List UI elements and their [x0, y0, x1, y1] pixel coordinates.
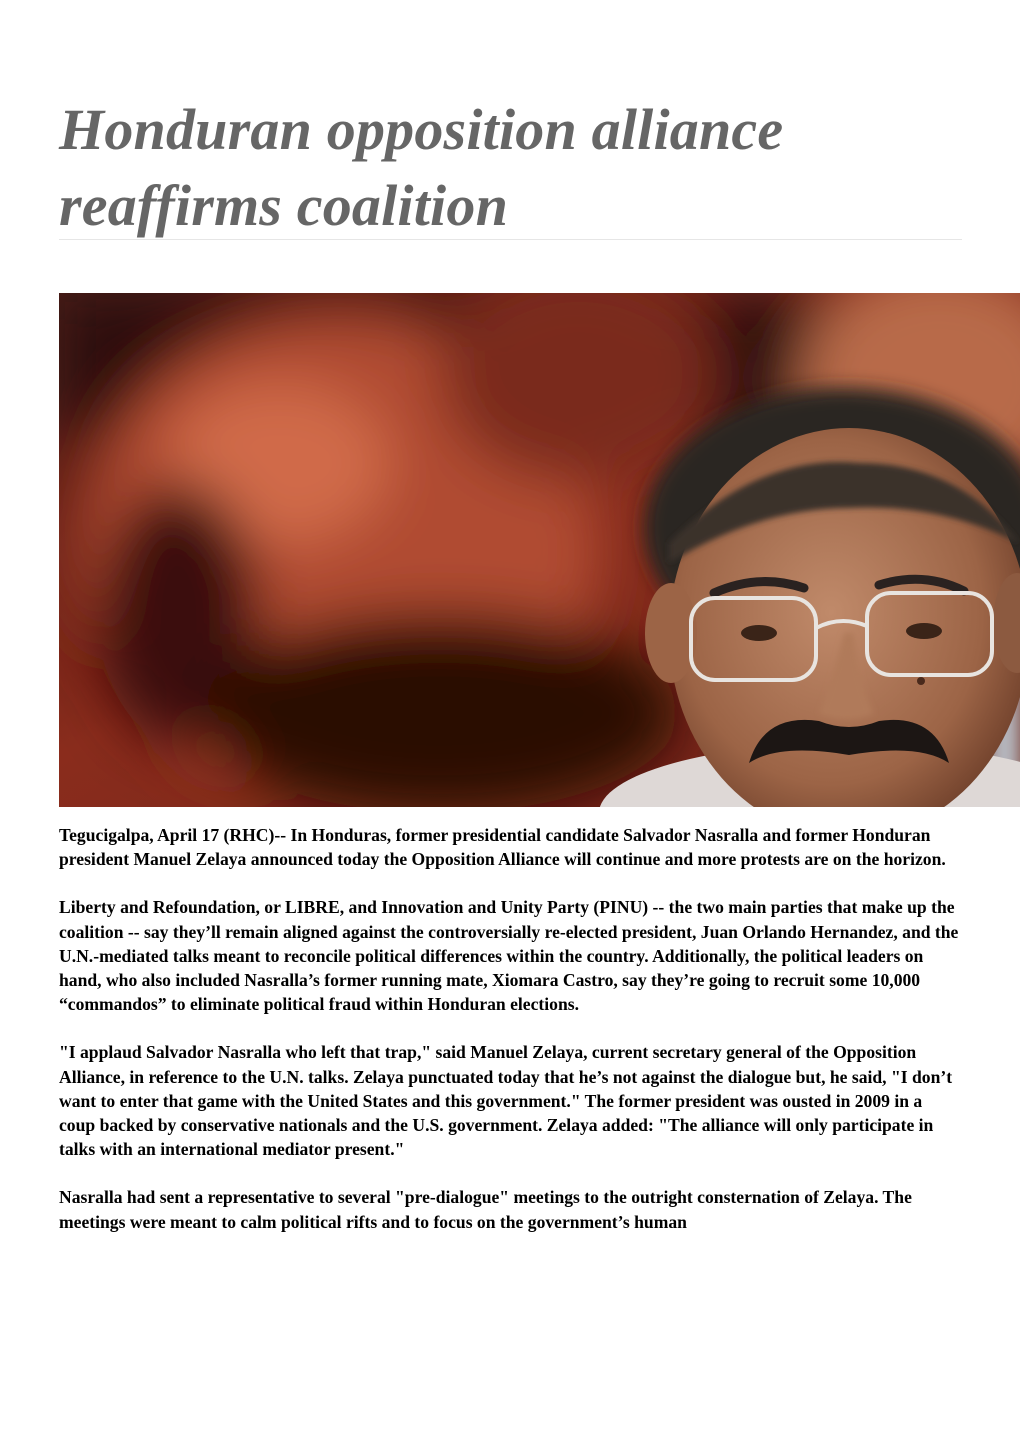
article-body [59, 823, 962, 1258]
article-headline: Honduran opposition alliance reaffirms coalition [59, 97, 784, 238]
headline-divider [59, 239, 962, 240]
article-paragraph: Liberty and Refoundation, or LIBRE, and Innovation and Unity Party (PINU) -- the two main parties that make up the coalition -- say they’ll remain aligned against the controversially re-elected president, Juan Orlando Hernandez, and the U.N.-mediated talks meant to reconcile political differences within the country. Additionally, the political leaders on hand, who also included Nasralla’s former running mate, Xiomara Castro, say they’re going to recruit some 10,000 “commandos” to eliminate political fraud within Honduran elections. [59, 897, 959, 1015]
article-paragraph: Tegucigalpa, April 17 (RHC)-- In Honduras, former presidential candidate Salvador Nasralla and former Honduran president Manuel Zelaya announced today the Opposition Alliance will continue and more protests are on the horizon. [59, 825, 946, 870]
article-paragraph: "I applaud Salvador Nasralla who left that trap," said Manuel Zelaya, current secretary general of the Opposition Alliance, in reference to the U.N. talks. Zelaya punctuated today that he’s not against the dialogue but, he said, "I don’t want to enter that game with the United States and this government." The former president was ousted in 2009 in a coup backed by conservative nationals and the U.S. government. Zelaya added: "The alliance will only participate in talks with an international mediator present." [59, 1042, 953, 1160]
article-paragraph: Nasralla had sent a representative to several "pre-dialogue" meetings to the outright consternation of Zelaya. The meetings were meant to calm political rifts and to focus on the government’s human [59, 1187, 912, 1232]
article-photo [59, 293, 1020, 807]
